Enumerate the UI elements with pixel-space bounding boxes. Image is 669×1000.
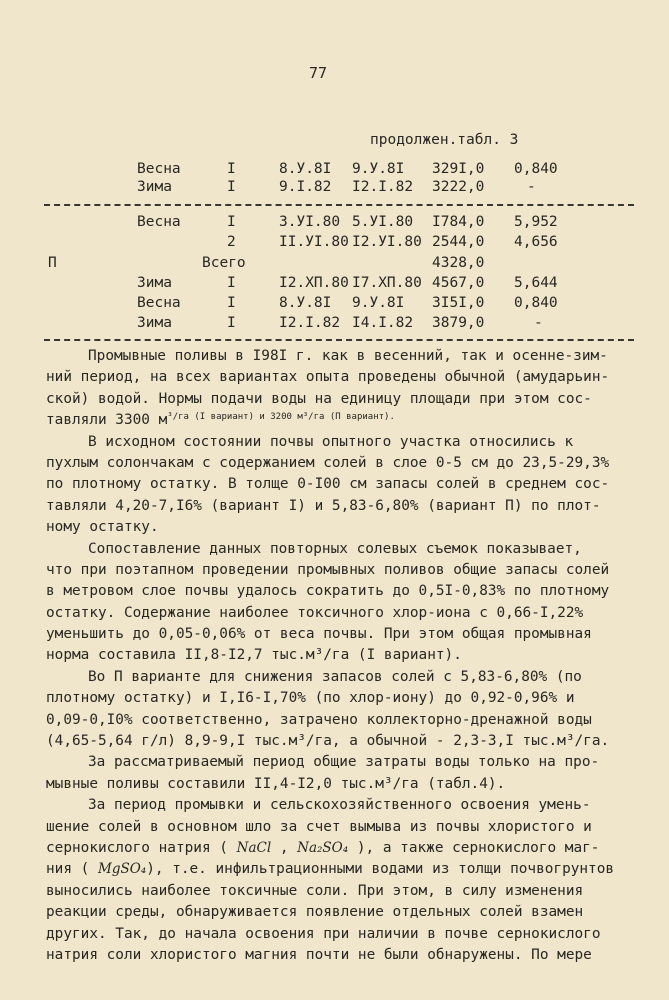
- cell-ratio: 5,644: [514, 275, 558, 291]
- text-line: ния ( MgSO₄), т.е. инфильтрационными водами из толщи почвогрунтов: [46, 861, 615, 878]
- cell-number: I: [227, 161, 236, 177]
- text-line: За рассматриваемый период общие затраты воды только на про-: [88, 754, 600, 771]
- text-line: пухлым солончакам с содержанием солей в слое 0-5 см до 23,5-29,3%: [46, 454, 610, 471]
- dashed-divider: [44, 339, 634, 341]
- formula-nacl: NaCl: [236, 839, 272, 856]
- cell-start-date: I2.I.82: [279, 315, 341, 331]
- text-line: ному остатку.: [46, 519, 159, 536]
- table-caption: продолжен.табл. 3: [370, 132, 519, 148]
- cell-number: I: [227, 295, 236, 311]
- cell-start-date: 3.УI.80: [279, 214, 341, 230]
- cell-season: Зима: [137, 179, 172, 195]
- text-line: сернокислого натрия ( NaCl , Na₂SO₄ ), а также сернокислого маг-: [46, 839, 600, 856]
- cell-number: I: [227, 315, 236, 331]
- cell-end-date: I2.I.82: [352, 179, 414, 195]
- cell-total-label: Всего: [202, 255, 246, 271]
- cell-ratio: 0,840: [514, 295, 558, 311]
- cell-season: Весна: [137, 214, 181, 230]
- text-line: норма составила II,8-I2,7 тыс.м³/га (I вариант).: [46, 647, 462, 664]
- text-line: других. Так, до начала освоения при наличии в почве сернокислого: [46, 925, 601, 942]
- cell-number: I: [227, 214, 236, 230]
- text-line: натрия соли хлористого магния почти не были обнаружены. По мере: [46, 946, 592, 963]
- dashed-divider: [44, 204, 634, 206]
- cell-volume: I784,0: [432, 214, 485, 230]
- cell-end-date: 9.У.8I: [352, 161, 405, 177]
- cell-number: I: [227, 275, 236, 291]
- text-line: что при поэтапном проведении промывных поливов общие запасы солей: [46, 561, 610, 578]
- cell-start-date: 8.У.8I: [279, 295, 332, 311]
- cell-start-date: II.УI.80: [279, 234, 349, 250]
- text-line: плотному остатку) и I,I6-I,70% (по хлор-иону) до 0,92-0,96% и: [46, 690, 575, 707]
- text-line: уменьшить до 0,05-0,06% от веса почвы. При этом общая промывная: [46, 626, 592, 643]
- page-number: 77: [309, 64, 328, 82]
- body-text: [46, 346, 636, 966]
- text-line: За период промывки и сельскохозяйственного освоения умень-: [88, 797, 591, 814]
- text-line: реакции среды, обнаруживается появление отдельных солей взамен: [46, 904, 584, 921]
- text-line: Во П варианте для снижения запасов солей с 5,83-6,80% (по: [88, 668, 582, 685]
- cell-volume: 3I5I,0: [432, 295, 485, 311]
- cell-end-date: I2.УI.80: [352, 234, 422, 250]
- text-line: в метровом слое почвы удалось сократить до 0,5I-0,83% по плотному: [46, 583, 610, 600]
- text-line: выносились наиболее токсичные соли. При этом, в силу изменения: [46, 882, 584, 899]
- variant-label: П: [48, 255, 57, 271]
- cell-ratio: 4,656: [514, 234, 558, 250]
- text-line: мывные поливы составили II,4-I2,0 тыс.м³/га (табл.4).: [46, 775, 506, 792]
- formula-na2so4: Na₂SO₄: [297, 839, 349, 856]
- cell-season: Весна: [137, 295, 181, 311]
- cell-number: I: [227, 179, 236, 195]
- cell-volume: 4328,0: [432, 255, 485, 271]
- cell-season: Зима: [137, 315, 172, 331]
- text-line: ской) водой. Нормы подачи воды на единицу площади при этом сос-: [46, 390, 592, 407]
- cell-start-date: 8.У.8I: [279, 161, 332, 177]
- cell-volume: 3222,0: [432, 179, 485, 195]
- cell-start-date: 9.I.82: [279, 179, 332, 195]
- cell-ratio: -: [534, 315, 543, 331]
- text-line: по плотному остатку. В толще 0-I00 см запасы солей в среднем сос-: [46, 476, 610, 493]
- text-line: Сопоставление данных повторных солевых съемок показывает,: [88, 540, 582, 557]
- text-line: Промывные поливы в I98I г. как в весенний, так и осенне-зим-: [88, 348, 608, 364]
- cell-season: Весна: [137, 161, 181, 177]
- text-line: тавляли 3300 $м^{^3/га (I вариант) и 3200 м^3/га (П вариант).}$: [46, 412, 395, 429]
- text-line: 0,09-0,I0% соответственно, затрачено коллекторно-дренажной воды: [46, 711, 592, 728]
- cell-start-date: I2.XП.80: [279, 275, 349, 291]
- cell-number: 2: [227, 234, 236, 250]
- cell-ratio: 0,840: [514, 161, 558, 177]
- text-line: (4,65-5,64 г/л) 8,9-9,I тыс.м³/га, а обычной - 2,3-3,I тыс.м³/га.: [46, 733, 610, 750]
- text-line: тавляли 4,20-7,I6% (вариант I) и 5,83-6,80% (вариант П) по плот-: [46, 497, 601, 514]
- text-line: В исходном состоянии почвы опытного участка относились к: [88, 433, 574, 450]
- cell-end-date: I4.I.82: [352, 315, 414, 331]
- cell-end-date: 9.У.8I: [352, 295, 405, 311]
- text-line: шение солей в основном шло за счет вымыва из почвы хлористого и: [46, 818, 592, 835]
- cell-season: Зима: [137, 275, 172, 291]
- cell-end-date: I7.XП.80: [352, 275, 422, 291]
- cell-ratio: -: [527, 179, 536, 195]
- cell-volume: 2544,0: [432, 234, 485, 250]
- cell-volume: 3879,0: [432, 315, 485, 331]
- cell-end-date: 5.УI.80: [352, 214, 414, 230]
- text-line: остатку. Содержание наиболее токсичного хлор-иона с 0,66-I,22%: [46, 604, 584, 621]
- text-line: ний период, на всех вариантах опыта проведены обычной (амударьин-: [46, 369, 610, 386]
- cell-volume: 329I,0: [432, 161, 485, 177]
- cell-ratio: 5,952: [514, 214, 558, 230]
- formula-mgso4: MgSO₄: [98, 861, 147, 878]
- cell-volume: 4567,0: [432, 275, 485, 291]
